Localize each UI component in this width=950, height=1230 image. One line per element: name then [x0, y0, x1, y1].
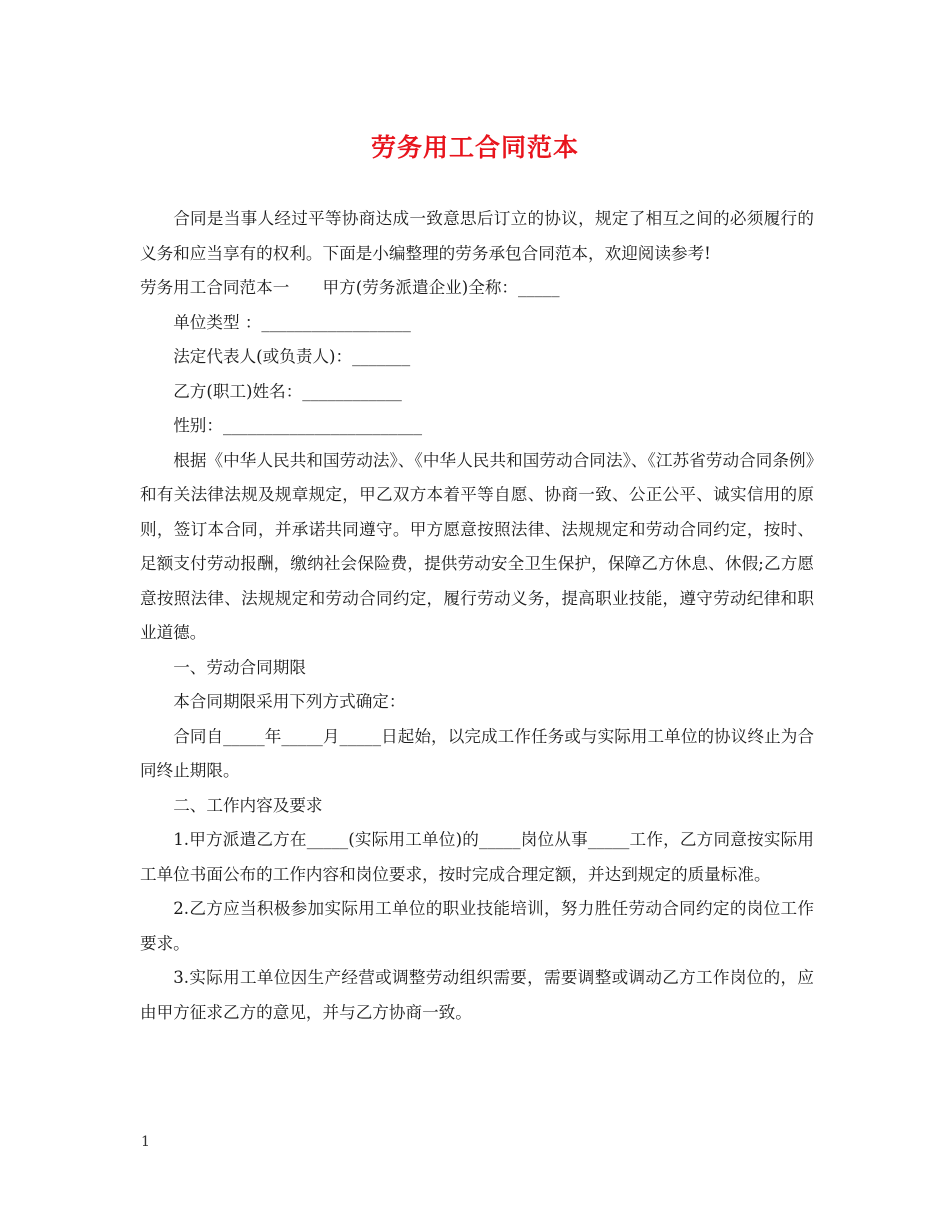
- paragraph-work-3: 3.实际用工单位因生产经营或调整劳动组织需要，需要调整或调动乙方工作岗位的，应由甲方征求乙方的意见，并与乙方协商一致。: [140, 968, 814, 1022]
- section-heading-term: 一、劳动合同期限: [173, 657, 306, 677]
- paragraph-work-2: 2.乙方应当积极参加实际用工单位的职业技能培训，努力胜任劳动合同约定的岗位工作要求。: [140, 899, 814, 953]
- paragraph-work-1: 1.甲方派遣乙方在_____(实际用工单位)的_____岗位从事_____工作，乙方同意按实际用工单位书面公布的工作内容和岗位要求，按时完成合理定额，并达到规定的质量标准。: [140, 830, 814, 884]
- paragraph-legal-basis: 根据《中华人民共和国劳动法》、《中华人民共和国劳动合同法》、《江苏省劳动合同条例》和有关法律法规及规章规定，甲乙双方本着平等自愿、协商一致、公正公平、诚实信用的原则，签订本合同，并承诺共同遵守。甲方愿意按照法律、法规规定和劳动合同约定，按时、足额支付劳动报酬，缴纳社会保险费，提供劳动安全卫生保护，保障乙方休息、休假;乙方愿意按照法律、法规规定和劳动合同约定，履行劳动义务，提高职业技能，遵守劳动纪律和职业道德。: [140, 450, 814, 642]
- paragraph-term-dates: 合同自_____年_____月_____日起始，以完成工作任务或与实际用工单位的协议终止为合同终止期限。: [140, 726, 814, 780]
- paragraph-party-b-name: 乙方(职工)姓名：____________: [173, 381, 402, 401]
- paragraph-party-a: 劳务用工合同范本一 甲方(劳务派遣企业)全称：_____: [140, 278, 560, 297]
- document-title: 劳务用工合同范本: [370, 133, 579, 162]
- paragraph-term-method: 本合同期限采用下列方式确定：: [173, 692, 406, 711]
- paragraph-gender: 性别：________________________: [173, 416, 423, 435]
- section-heading-work: 二、工作内容及要求: [173, 795, 323, 815]
- paragraph-legal-rep: 法定代表人(或负责人)：_______: [173, 347, 411, 366]
- paragraph-unit-type: 单位类型 ：__________________: [173, 312, 411, 332]
- paragraph-intro: 合同是当事人经过平等协商达成一致意思后订立的协议，规定了相互之间的必须履行的义务和应当享有的权利。下面是小编整理的劳务承包合同范本，欢迎阅读参考!: [140, 209, 814, 263]
- document-body: [140, 202, 814, 1030]
- page-number: 1: [141, 1134, 150, 1150]
